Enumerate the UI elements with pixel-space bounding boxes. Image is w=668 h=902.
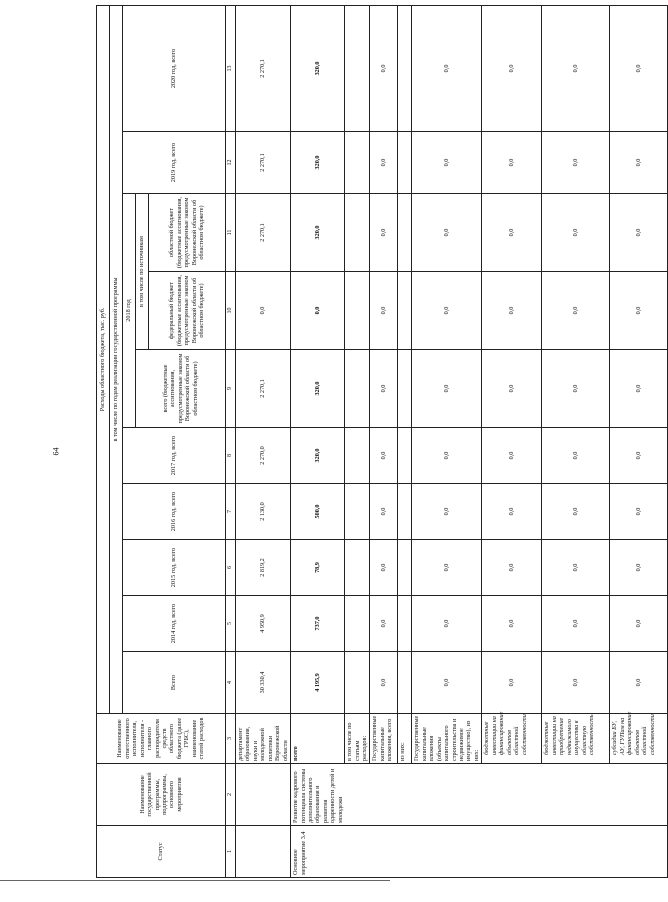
value-cell: 0,0 <box>412 272 482 350</box>
table-row <box>291 5 345 877</box>
value-cell <box>345 272 370 350</box>
value-cell: 0,0 <box>412 5 482 131</box>
column-number: 12 <box>226 132 236 194</box>
table-rotor <box>96 6 656 878</box>
value-cell: 0,0 <box>370 596 398 652</box>
header-2019: 2019 год, всего <box>123 132 226 194</box>
value-cell: 4 950,9 <box>236 596 291 652</box>
table-row <box>482 5 542 877</box>
header-expenses-group: Расходы областного бюджета, тыс. руб. <box>97 5 110 713</box>
header-2018: 2018 год <box>123 194 136 428</box>
column-number: 5 <box>226 596 236 652</box>
value-cell <box>398 194 412 272</box>
page-number: 64 <box>51 447 61 456</box>
column-number: 4 <box>226 652 236 714</box>
header-total: Всего <box>123 652 226 714</box>
value-cell <box>345 596 370 652</box>
value-cell <box>345 652 370 714</box>
value-cell: 0,0 <box>370 132 398 194</box>
value-cell: 4 195,9 <box>291 652 345 714</box>
value-cell <box>398 540 412 596</box>
value-cell <box>398 652 412 714</box>
header-executor: Наименование ответственного исполнителя, исполнителя - главного распорядителя средств областного бюджета (далее ГРБС), наименование статей расходов <box>97 714 226 764</box>
value-cell: 0,0 <box>412 428 482 484</box>
value-cell: 320,0 <box>291 132 345 194</box>
value-cell: 0,0 <box>482 5 542 131</box>
value-cell: 0,0 <box>412 596 482 652</box>
column-number: 9 <box>226 350 236 428</box>
value-cell: 2 270,1 <box>236 132 291 194</box>
value-cell <box>345 5 370 131</box>
header-2018-federal: федеральный бюджет (бюджетные ассигнования, предусмотренные законом Воронежской области об областном бюджете) <box>149 272 226 350</box>
value-cell: 0,0 <box>610 5 668 131</box>
value-cell: 0,0 <box>610 350 668 428</box>
value-cell <box>345 132 370 194</box>
value-cell: 0,0 <box>542 652 610 714</box>
value-cell: 0,0 <box>482 428 542 484</box>
header-2018-incl: в том числе по источникам <box>136 194 149 350</box>
value-cell: 0,0 <box>370 272 398 350</box>
value-cell: 2 270,1 <box>236 5 291 131</box>
value-cell: 0,0 <box>291 272 345 350</box>
value-cell: 0,0 <box>542 272 610 350</box>
table-row <box>370 5 398 877</box>
value-cell: 320,0 <box>291 194 345 272</box>
value-cell: 0,0 <box>412 652 482 714</box>
column-number: 2 <box>226 764 236 826</box>
value-cell: 0,0 <box>610 596 668 652</box>
main-name: Развитие кадрового потенциала системы дополнительного образования и развития одаренности детей и молодежи <box>291 764 668 826</box>
value-cell <box>398 428 412 484</box>
value-cell: 0,0 <box>370 484 398 540</box>
value-cell: 0,0 <box>482 272 542 350</box>
value-cell <box>345 428 370 484</box>
row-label: субсидии БУ, АУ, ГУПам на финансирование объектов областной собственности <box>610 714 668 764</box>
value-cell: 0,0 <box>412 540 482 596</box>
table-row <box>412 5 482 877</box>
value-cell: 0,0 <box>370 194 398 272</box>
value-cell: 0,0 <box>542 540 610 596</box>
value-cell: 737,0 <box>291 596 345 652</box>
value-cell: 78,9 <box>291 540 345 596</box>
column-number: 10 <box>226 272 236 350</box>
value-cell <box>398 5 412 131</box>
value-cell: 500,0 <box>291 484 345 540</box>
header-status: Статус <box>97 826 226 878</box>
table-row <box>236 5 291 877</box>
value-cell: 0,0 <box>236 272 291 350</box>
value-cell: 0,0 <box>610 272 668 350</box>
row-label: Государственные капитальные вложения, всего <box>370 714 398 764</box>
value-cell <box>398 272 412 350</box>
value-cell: 0,0 <box>542 428 610 484</box>
column-number: 11 <box>226 194 236 272</box>
row-label: Государственные капитальные вложения (объекты капитального строительства и недвижимое имущество), из них: <box>412 714 482 764</box>
value-cell: 0,0 <box>412 484 482 540</box>
value-cell <box>398 350 412 428</box>
table-row <box>398 5 412 877</box>
value-cell: 2 270,1 <box>236 350 291 428</box>
value-cell: 0,0 <box>542 596 610 652</box>
table-row <box>542 5 610 877</box>
budget-table <box>96 5 668 878</box>
main-status: Основное мероприятие 3.4 <box>291 826 668 878</box>
header-2018-regional: областной бюджет (бюджетные ассигнования, предусмотренные законом Воронежской области об областном бюджете) <box>149 194 226 272</box>
table-row <box>345 5 370 877</box>
row-label: из них: <box>398 714 412 764</box>
value-cell <box>345 484 370 540</box>
value-cell: 0,0 <box>542 194 610 272</box>
value-cell: 30 330,4 <box>236 652 291 714</box>
value-cell: 0,0 <box>482 350 542 428</box>
value-cell <box>345 350 370 428</box>
program-cell <box>236 764 291 826</box>
value-cell: 0,0 <box>370 350 398 428</box>
column-number-row <box>226 5 236 877</box>
column-number: 7 <box>226 484 236 540</box>
value-cell <box>345 540 370 596</box>
value-cell: 0,0 <box>542 484 610 540</box>
column-number: 3 <box>226 714 236 764</box>
row-label: в том числе по статьям расходов: <box>345 714 370 764</box>
value-cell <box>398 596 412 652</box>
header-2014: 2014 год, всего <box>123 596 226 652</box>
value-cell: 0,0 <box>412 132 482 194</box>
value-cell <box>345 194 370 272</box>
value-cell: 0,0 <box>482 540 542 596</box>
value-cell: 320,0 <box>291 350 345 428</box>
value-cell: 0,0 <box>412 350 482 428</box>
value-cell: 0,0 <box>370 5 398 131</box>
row-label: всего <box>291 714 345 764</box>
header-2020: 2020 год, всего <box>123 5 226 131</box>
value-cell: 0,0 <box>482 596 542 652</box>
value-cell: 0,0 <box>482 194 542 272</box>
value-cell: 0,0 <box>370 652 398 714</box>
value-cell <box>398 132 412 194</box>
header-program-name: Наименование государственной программы, подпрограммы, основного мероприятия <box>97 764 226 826</box>
value-cell: 0,0 <box>610 540 668 596</box>
value-cell: 0,0 <box>412 194 482 272</box>
value-cell: 320,0 <box>291 428 345 484</box>
value-cell: 2 130,0 <box>236 484 291 540</box>
value-cell: 2 819,2 <box>236 540 291 596</box>
value-cell: 0,0 <box>482 484 542 540</box>
value-cell: 0,0 <box>482 652 542 714</box>
header-2016: 2016 год, всего <box>123 484 226 540</box>
value-cell: 0,0 <box>610 652 668 714</box>
header-2015: 2015 год, всего <box>123 540 226 596</box>
header-expenses-subgroup: в том числе по годам реализации государственной программы <box>110 5 123 713</box>
value-cell: 320,0 <box>291 5 345 131</box>
rotated-table-frame <box>96 6 656 878</box>
row-label: департамент образования, науки и молодежной политики Воронежской области <box>236 714 291 764</box>
header-2018-total: всего (бюджетные ассигнования, предусмотренные законом Воронежской области об областном бюджете) <box>136 350 226 428</box>
value-cell: 0,0 <box>542 350 610 428</box>
column-number: 1 <box>226 826 236 878</box>
table-row <box>610 5 668 877</box>
value-cell: 2 270,1 <box>236 194 291 272</box>
column-number: 13 <box>226 5 236 131</box>
column-number: 6 <box>226 540 236 596</box>
value-cell: 0,0 <box>542 132 610 194</box>
row-label: бюджетные инвестиции на финансирование объектов областной собственности <box>482 714 542 764</box>
row-label: бюджетные инвестиции на приобретение недвижимого имущества в областную собственность <box>542 714 610 764</box>
value-cell: 0,0 <box>610 132 668 194</box>
status-cell <box>236 826 291 878</box>
value-cell: 0,0 <box>482 132 542 194</box>
value-cell: 0,0 <box>370 540 398 596</box>
value-cell: 2 270,0 <box>236 428 291 484</box>
column-number: 8 <box>226 428 236 484</box>
footer-divider <box>0 880 390 881</box>
value-cell <box>398 484 412 540</box>
value-cell: 0,0 <box>610 194 668 272</box>
value-cell: 0,0 <box>610 428 668 484</box>
value-cell: 0,0 <box>370 428 398 484</box>
value-cell: 0,0 <box>542 5 610 131</box>
header-2017: 2017 год, всего <box>123 428 226 484</box>
value-cell: 0,0 <box>610 484 668 540</box>
